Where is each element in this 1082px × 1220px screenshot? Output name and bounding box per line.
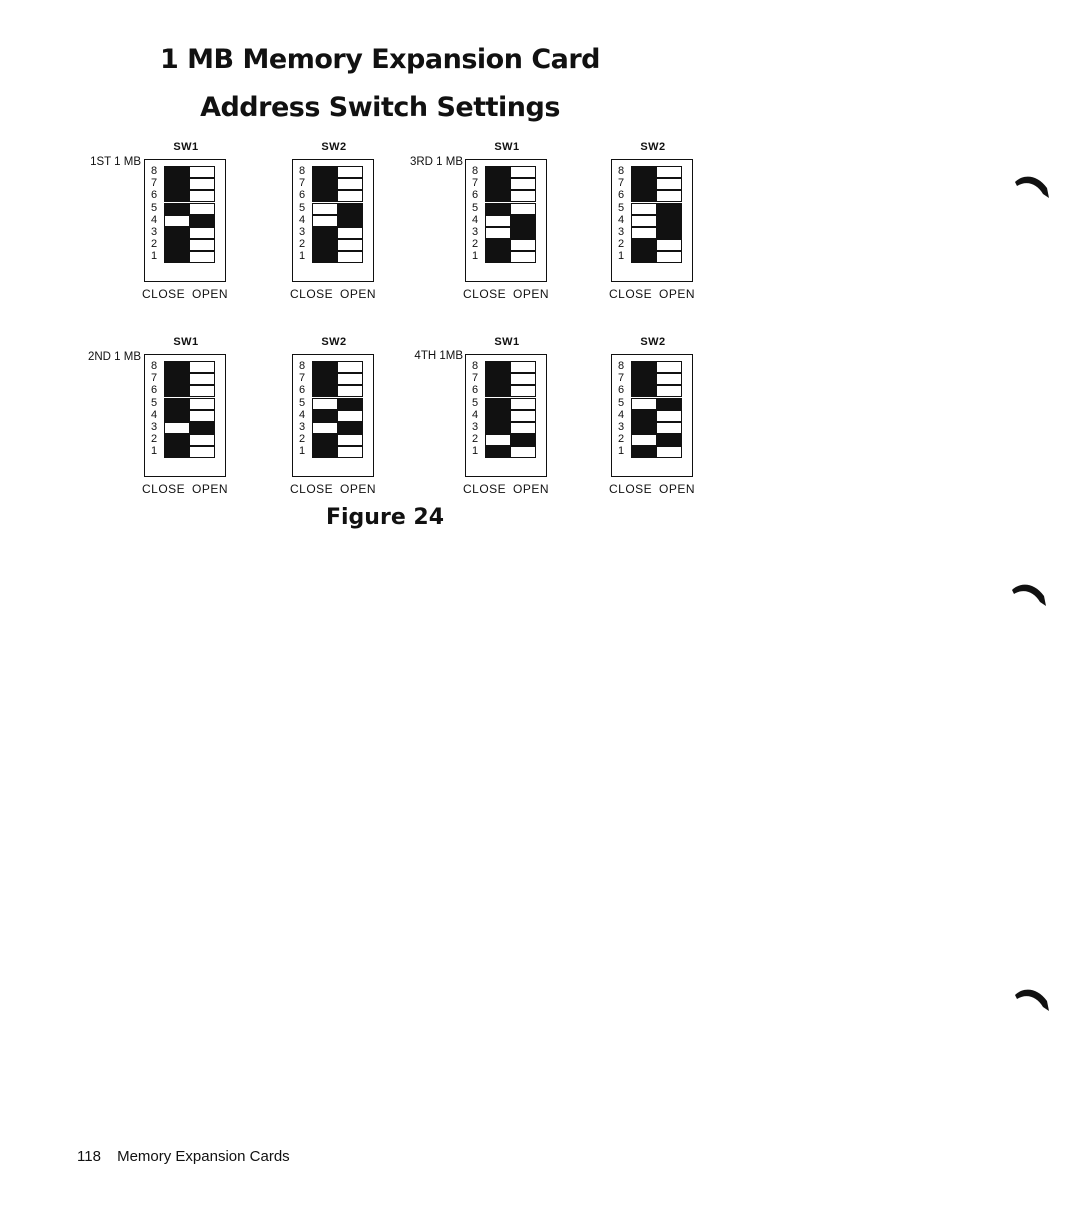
page-title: 1 MB Memory Expansion Card — [159, 44, 600, 75]
switch-close-cell — [164, 434, 190, 446]
switch-open-cell — [337, 373, 363, 385]
switch-close-cell — [631, 166, 657, 178]
switch-close-cell — [164, 385, 190, 397]
switch-open-cell — [189, 385, 215, 397]
card1-sw2-close-open-label: CLOSE OPEN — [289, 287, 377, 301]
switch-position-row — [466, 385, 548, 397]
switch-position-row — [145, 385, 227, 397]
switch-position-number: 2 — [299, 238, 306, 251]
switch-open-cell — [189, 361, 215, 373]
switch-close-cell — [164, 190, 190, 202]
switch-open-cell — [337, 446, 363, 458]
switch-close-cell — [485, 251, 511, 263]
switch-close-cell — [312, 422, 338, 434]
card2-sw1-dip-switch — [144, 354, 226, 477]
switch-position-row — [293, 434, 375, 446]
switch-position-number: 4 — [472, 408, 479, 421]
switch-open-cell — [510, 166, 536, 178]
switch-position-number: 8 — [299, 165, 306, 177]
card4-sw2-dip-switch — [611, 354, 693, 477]
switch-position-row — [145, 422, 227, 434]
switch-open-cell — [337, 190, 363, 202]
switch-open-cell — [656, 190, 682, 202]
switch-open-cell — [337, 434, 363, 446]
switch-position-row — [612, 422, 694, 434]
card2-sw2-close-open-label: CLOSE OPEN — [289, 482, 377, 496]
switch-open-cell — [189, 166, 215, 178]
switch-open-cell — [656, 239, 682, 251]
switch-close-cell — [164, 203, 190, 215]
switch-position-row — [293, 227, 375, 239]
card3-sw1-dip-switch — [465, 159, 547, 282]
switch-close-cell — [631, 361, 657, 373]
binder-hole-mark-icon — [1013, 172, 1049, 200]
switch-position-number: 1 — [472, 445, 479, 458]
switch-position-number: 8 — [299, 360, 306, 372]
switch-open-cell — [656, 385, 682, 397]
switch-open-cell — [337, 227, 363, 239]
switch-close-cell — [631, 251, 657, 263]
card-label-4th: 4TH 1MB — [414, 350, 463, 362]
card3-sw1-label: SW1 — [494, 141, 520, 153]
card2-sw1-label: SW1 — [173, 336, 199, 348]
switch-position-row — [612, 434, 694, 446]
switch-position-row — [145, 251, 227, 263]
card2-sw2-label: SW2 — [321, 336, 347, 348]
binder-hole-mark-icon — [1010, 580, 1046, 608]
switch-open-cell — [510, 227, 536, 239]
card-label-2nd: 2ND 1 MB — [87, 351, 141, 363]
switch-position-number: 3 — [472, 226, 479, 238]
switch-close-cell — [164, 446, 190, 458]
switch-close-cell — [631, 385, 657, 397]
switch-open-cell — [656, 373, 682, 385]
switch-close-cell — [631, 373, 657, 385]
switch-position-row — [466, 410, 548, 422]
card4-sw1-label: SW1 — [494, 336, 520, 348]
switch-open-cell — [337, 251, 363, 263]
switch-close-cell — [164, 398, 190, 410]
switch-open-cell — [189, 422, 215, 434]
switch-position-row — [145, 398, 227, 410]
switch-position-row — [466, 215, 548, 227]
switch-close-cell — [485, 385, 511, 397]
switch-close-cell — [312, 398, 338, 410]
switch-position-number: 7 — [472, 372, 479, 385]
switch-position-number: 6 — [151, 189, 158, 202]
switch-position-row — [293, 166, 375, 178]
switch-position-row — [466, 166, 548, 178]
switch-open-cell — [656, 422, 682, 434]
switch-open-cell — [189, 215, 215, 227]
switch-open-cell — [656, 446, 682, 458]
switch-position-row — [466, 239, 548, 251]
switch-open-cell — [510, 385, 536, 397]
switch-open-cell — [510, 373, 536, 385]
switch-open-cell — [510, 215, 536, 227]
switch-close-cell — [164, 422, 190, 434]
switch-open-cell — [337, 215, 363, 227]
switch-position-row — [293, 215, 375, 227]
switch-position-row — [612, 361, 694, 373]
switch-position-row — [145, 227, 227, 239]
switch-open-cell — [656, 227, 682, 239]
switch-position-row — [612, 227, 694, 239]
switch-position-number: 1 — [151, 445, 158, 458]
switch-close-cell — [485, 190, 511, 202]
switch-open-cell — [337, 166, 363, 178]
switch-close-cell — [631, 410, 657, 422]
switch-position-row — [145, 410, 227, 422]
switch-position-row — [466, 227, 548, 239]
switch-position-number: 1 — [299, 445, 306, 458]
switch-position-row — [293, 251, 375, 263]
switch-open-cell — [189, 203, 215, 215]
card3-sw2-close-open-label: CLOSE OPEN — [608, 287, 696, 301]
switch-close-cell — [312, 373, 338, 385]
footer-section-title: Memory Expansion Cards — [117, 1148, 290, 1165]
switch-position-number: 7 — [472, 177, 479, 190]
switch-close-cell — [312, 203, 338, 215]
card-label-3rd: 3RD 1 MB — [409, 156, 463, 168]
switch-close-cell — [312, 178, 338, 190]
switch-close-cell — [164, 227, 190, 239]
switch-position-number: 5 — [618, 396, 625, 409]
switch-position-row — [612, 251, 694, 263]
switch-position-number: 1 — [299, 250, 306, 263]
switch-position-number: 4 — [151, 408, 158, 421]
switch-position-number: 6 — [472, 384, 479, 397]
card1-sw1-close-open-label: CLOSE OPEN — [141, 287, 229, 301]
switch-close-cell — [485, 434, 511, 446]
switch-open-cell — [189, 398, 215, 410]
card1-sw2-dip-switch — [292, 159, 374, 282]
card1-sw1-dip-switch — [144, 159, 226, 282]
switch-close-cell — [485, 203, 511, 215]
switch-position-number: 4 — [472, 213, 479, 226]
switch-close-cell — [631, 190, 657, 202]
switch-position-number: 3 — [618, 421, 625, 433]
switch-open-cell — [510, 446, 536, 458]
switch-position-number: 2 — [299, 433, 306, 446]
switch-open-cell — [189, 373, 215, 385]
switch-close-cell — [312, 434, 338, 446]
switch-position-row — [293, 190, 375, 202]
switch-position-number: 8 — [151, 165, 158, 177]
switch-open-cell — [656, 203, 682, 215]
switch-position-row — [293, 178, 375, 190]
card4-sw2-label: SW2 — [640, 336, 666, 348]
switch-close-cell — [485, 446, 511, 458]
switch-position-number: 4 — [618, 213, 625, 226]
switch-position-number: 7 — [618, 177, 625, 190]
switch-position-row — [293, 385, 375, 397]
switch-position-row — [612, 385, 694, 397]
switch-open-cell — [656, 361, 682, 373]
switch-position-row — [145, 203, 227, 215]
switch-position-row — [612, 446, 694, 458]
page-number: 118 — [77, 1148, 101, 1165]
switch-position-row — [466, 203, 548, 215]
switch-close-cell — [164, 215, 190, 227]
switch-position-number: 7 — [151, 177, 158, 190]
switch-position-row — [145, 361, 227, 373]
switch-position-row — [293, 361, 375, 373]
switch-position-number: 3 — [151, 226, 158, 238]
switch-close-cell — [164, 178, 190, 190]
switch-position-row — [145, 446, 227, 458]
switch-open-cell — [656, 215, 682, 227]
switch-open-cell — [337, 361, 363, 373]
switch-close-cell — [485, 361, 511, 373]
switch-close-cell — [485, 215, 511, 227]
switch-position-number: 7 — [299, 372, 306, 385]
switch-open-cell — [189, 190, 215, 202]
switch-close-cell — [631, 215, 657, 227]
switch-open-cell — [510, 434, 536, 446]
switch-position-row — [145, 190, 227, 202]
card2-sw1-close-open-label: CLOSE OPEN — [141, 482, 229, 496]
switch-close-cell — [485, 398, 511, 410]
switch-position-row — [612, 203, 694, 215]
switch-position-row — [293, 239, 375, 251]
switch-position-number: 6 — [472, 189, 479, 202]
switch-position-number: 8 — [472, 165, 479, 177]
switch-open-cell — [656, 166, 682, 178]
switch-position-row — [466, 178, 548, 190]
switch-position-number: 1 — [618, 250, 625, 263]
switch-position-row — [612, 410, 694, 422]
switch-close-cell — [631, 446, 657, 458]
page-subtitle: Address Switch Settings — [200, 92, 560, 123]
switch-close-cell — [164, 373, 190, 385]
card3-sw2-label: SW2 — [640, 141, 666, 153]
switch-open-cell — [510, 203, 536, 215]
switch-open-cell — [337, 385, 363, 397]
switch-close-cell — [312, 410, 338, 422]
switch-open-cell — [189, 178, 215, 190]
switch-open-cell — [656, 178, 682, 190]
switch-close-cell — [312, 251, 338, 263]
switch-position-row — [293, 398, 375, 410]
switch-position-number: 5 — [151, 396, 158, 409]
switch-position-number: 6 — [151, 384, 158, 397]
switch-position-row — [612, 398, 694, 410]
switch-position-number: 5 — [151, 201, 158, 214]
switch-open-cell — [189, 251, 215, 263]
switch-position-row — [293, 203, 375, 215]
switch-position-number: 8 — [472, 360, 479, 372]
switch-position-number: 6 — [618, 189, 625, 202]
switch-position-row — [293, 410, 375, 422]
switch-position-row — [293, 446, 375, 458]
switch-close-cell — [631, 203, 657, 215]
switch-position-number: 4 — [618, 408, 625, 421]
switch-position-row — [466, 190, 548, 202]
switch-position-row — [466, 434, 548, 446]
switch-close-cell — [485, 227, 511, 239]
card3-sw1-close-open-label: CLOSE OPEN — [462, 287, 550, 301]
switch-close-cell — [631, 227, 657, 239]
switch-close-cell — [164, 166, 190, 178]
switch-position-number: 2 — [151, 238, 158, 251]
switch-open-cell — [337, 203, 363, 215]
card2-sw2-dip-switch — [292, 354, 374, 477]
switch-open-cell — [510, 410, 536, 422]
switch-open-cell — [510, 422, 536, 434]
switch-position-row — [145, 215, 227, 227]
switch-close-cell — [312, 227, 338, 239]
switch-position-number: 4 — [299, 213, 306, 226]
switch-open-cell — [189, 239, 215, 251]
switch-position-number: 6 — [299, 189, 306, 202]
switch-open-cell — [656, 410, 682, 422]
switch-open-cell — [337, 422, 363, 434]
switch-open-cell — [510, 190, 536, 202]
card1-sw2-label: SW2 — [321, 141, 347, 153]
switch-position-row — [466, 398, 548, 410]
switch-position-number: 5 — [472, 201, 479, 214]
switch-close-cell — [164, 251, 190, 263]
switch-position-number: 8 — [618, 360, 625, 372]
switch-position-number: 3 — [299, 421, 306, 433]
switch-close-cell — [485, 166, 511, 178]
switch-open-cell — [189, 227, 215, 239]
switch-open-cell — [510, 398, 536, 410]
switch-position-row — [466, 422, 548, 434]
switch-position-number: 6 — [618, 384, 625, 397]
switch-position-row — [612, 166, 694, 178]
switch-close-cell — [312, 385, 338, 397]
switch-position-row — [145, 166, 227, 178]
switch-position-row — [612, 215, 694, 227]
card3-sw2-dip-switch — [611, 159, 693, 282]
switch-close-cell — [631, 434, 657, 446]
card4-sw1-dip-switch — [465, 354, 547, 477]
switch-close-cell — [312, 361, 338, 373]
switch-close-cell — [631, 178, 657, 190]
switch-position-number: 4 — [299, 408, 306, 421]
card1-sw1-label: SW1 — [173, 141, 199, 153]
switch-close-cell — [312, 190, 338, 202]
switch-open-cell — [656, 434, 682, 446]
switch-open-cell — [510, 251, 536, 263]
switch-position-number: 2 — [472, 238, 479, 251]
switch-position-number: 8 — [618, 165, 625, 177]
switch-position-number: 2 — [618, 238, 625, 251]
switch-position-number: 1 — [618, 445, 625, 458]
switch-open-cell — [337, 410, 363, 422]
card4-sw2-close-open-label: CLOSE OPEN — [608, 482, 696, 496]
switch-position-number: 5 — [618, 201, 625, 214]
switch-close-cell — [164, 361, 190, 373]
switch-close-cell — [485, 410, 511, 422]
switch-position-row — [612, 190, 694, 202]
switch-open-cell — [656, 251, 682, 263]
switch-close-cell — [312, 446, 338, 458]
switch-open-cell — [189, 410, 215, 422]
switch-close-cell — [485, 239, 511, 251]
switch-position-row — [466, 361, 548, 373]
binder-hole-mark-icon — [1013, 985, 1049, 1013]
switch-position-row — [466, 251, 548, 263]
switch-position-number: 3 — [618, 226, 625, 238]
switch-open-cell — [189, 446, 215, 458]
switch-position-number: 5 — [472, 396, 479, 409]
switch-open-cell — [510, 361, 536, 373]
switch-open-cell — [337, 178, 363, 190]
switch-open-cell — [656, 398, 682, 410]
switch-open-cell — [189, 434, 215, 446]
switch-position-number: 5 — [299, 396, 306, 409]
switch-position-number: 1 — [151, 250, 158, 263]
switch-open-cell — [337, 398, 363, 410]
switch-close-cell — [312, 215, 338, 227]
switch-position-row — [145, 239, 227, 251]
switch-position-number: 3 — [299, 226, 306, 238]
switch-position-number: 3 — [151, 421, 158, 433]
switch-close-cell — [631, 398, 657, 410]
switch-position-number: 2 — [472, 433, 479, 446]
switch-close-cell — [631, 239, 657, 251]
switch-position-number: 2 — [151, 433, 158, 446]
switch-close-cell — [312, 239, 338, 251]
switch-open-cell — [510, 239, 536, 251]
switch-close-cell — [312, 166, 338, 178]
figure-caption: Figure 24 — [325, 505, 445, 530]
switch-position-row — [145, 178, 227, 190]
switch-position-row — [612, 178, 694, 190]
switch-position-number: 3 — [472, 421, 479, 433]
page-footer — [77, 1148, 290, 1165]
switch-open-cell — [337, 239, 363, 251]
switch-position-number: 7 — [618, 372, 625, 385]
switch-position-row — [293, 373, 375, 385]
switch-position-number: 7 — [151, 372, 158, 385]
switch-position-row — [612, 373, 694, 385]
switch-close-cell — [485, 373, 511, 385]
switch-position-number: 2 — [618, 433, 625, 446]
switch-position-number: 7 — [299, 177, 306, 190]
switch-position-row — [145, 373, 227, 385]
switch-close-cell — [485, 422, 511, 434]
switch-position-row — [612, 239, 694, 251]
switch-position-row — [466, 446, 548, 458]
switch-position-number: 4 — [151, 213, 158, 226]
switch-position-row — [466, 373, 548, 385]
switch-open-cell — [510, 178, 536, 190]
switch-close-cell — [631, 422, 657, 434]
switch-position-row — [145, 434, 227, 446]
switch-close-cell — [164, 239, 190, 251]
switch-position-number: 1 — [472, 250, 479, 263]
switch-close-cell — [164, 410, 190, 422]
switch-close-cell — [485, 178, 511, 190]
switch-position-row — [293, 422, 375, 434]
switch-position-number: 8 — [151, 360, 158, 372]
card-label-1st: 1ST 1 MB — [90, 156, 141, 168]
card4-sw1-close-open-label: CLOSE OPEN — [462, 482, 550, 496]
switch-position-number: 5 — [299, 201, 306, 214]
switch-position-number: 6 — [299, 384, 306, 397]
